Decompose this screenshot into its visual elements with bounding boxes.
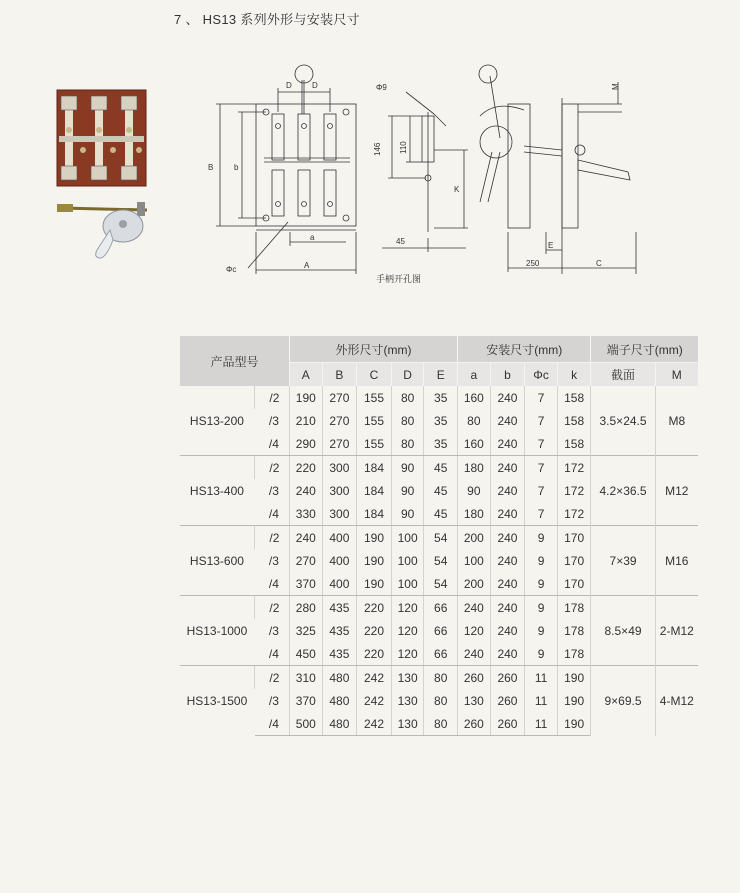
label-b: b: [234, 163, 239, 172]
value-cell: 220: [357, 596, 392, 620]
value-cell: 100: [391, 549, 424, 572]
value-cell: 190: [557, 689, 591, 712]
value-cell: 240: [490, 432, 525, 456]
value-cell: 9: [525, 572, 558, 596]
value-cell: 170: [557, 549, 591, 572]
value-cell: 155: [357, 409, 392, 432]
value-cell: 240: [290, 526, 323, 550]
value-cell: 100: [458, 549, 491, 572]
value-cell: 45: [424, 502, 458, 526]
value-cell: 9: [525, 596, 558, 620]
value-cell: 178: [557, 642, 591, 666]
value-cell: 300: [322, 456, 357, 480]
thread-cell: M16: [655, 526, 698, 596]
value-cell: 130: [458, 689, 491, 712]
thread-cell: M12: [655, 456, 698, 526]
value-cell: 370: [290, 572, 323, 596]
value-cell: 100: [391, 572, 424, 596]
value-cell: 240: [490, 572, 525, 596]
value-cell: 240: [290, 479, 323, 502]
thread-cell: 4-M12: [655, 666, 698, 736]
value-cell: 170: [557, 526, 591, 550]
value-cell: 66: [424, 619, 458, 642]
value-cell: 280: [290, 596, 323, 620]
value-cell: 7: [525, 502, 558, 526]
value-cell: 80: [424, 712, 458, 736]
section-cell: 3.5×24.5: [591, 386, 655, 456]
table-row: [180, 596, 699, 620]
value-cell: 160: [458, 432, 491, 456]
value-cell: 220: [357, 619, 392, 642]
section-cell: 8.5×49: [591, 596, 655, 666]
value-cell: 9: [525, 642, 558, 666]
variant-cell: /2: [255, 456, 290, 480]
value-cell: 330: [290, 502, 323, 526]
value-cell: 240: [458, 642, 491, 666]
value-cell: 80: [391, 432, 424, 456]
label-250: 250: [526, 259, 540, 268]
value-cell: 480: [322, 689, 357, 712]
value-cell: 184: [357, 479, 392, 502]
value-cell: 54: [424, 526, 458, 550]
value-cell: 11: [525, 666, 558, 690]
value-cell: 155: [357, 432, 392, 456]
label-A: A: [304, 261, 310, 270]
value-cell: 80: [391, 386, 424, 409]
variant-cell: /2: [255, 386, 290, 409]
front-base-plate: [256, 104, 356, 226]
value-cell: 210: [290, 409, 323, 432]
value-cell: 400: [322, 572, 357, 596]
value-cell: 260: [490, 666, 525, 690]
value-cell: 260: [490, 712, 525, 736]
value-cell: 7: [525, 386, 558, 409]
value-cell: 120: [391, 619, 424, 642]
value-cell: 184: [357, 502, 392, 526]
switch-photo: [55, 88, 148, 188]
value-cell: 158: [557, 409, 591, 432]
model-cell: HS13-600: [180, 526, 255, 596]
table-row: [180, 526, 699, 550]
value-cell: 7: [525, 409, 558, 432]
value-cell: 220: [357, 642, 392, 666]
label-D2: D: [312, 81, 318, 90]
col-phic: Φc: [525, 363, 558, 387]
value-cell: 310: [290, 666, 323, 690]
value-cell: 190: [557, 666, 591, 690]
variant-cell: /2: [255, 596, 290, 620]
value-cell: 325: [290, 619, 323, 642]
variant-cell: /3: [268, 623, 279, 638]
value-cell: 190: [357, 549, 392, 572]
label-phi9: Φ9: [376, 83, 387, 92]
value-cell: 11: [525, 689, 558, 712]
col-D: D: [391, 363, 424, 387]
table-row: [180, 456, 699, 480]
label-C: C: [596, 259, 602, 268]
spec-table-body: [180, 386, 699, 736]
value-cell: 240: [490, 386, 525, 409]
col-E: E: [424, 363, 458, 387]
value-cell: 240: [490, 596, 525, 620]
value-cell: 158: [557, 386, 591, 409]
value-cell: 172: [557, 479, 591, 502]
value-cell: 480: [322, 712, 357, 736]
value-cell: 370: [290, 689, 323, 712]
value-cell: 80: [424, 666, 458, 690]
value-cell: 300: [322, 479, 357, 502]
value-cell: 240: [490, 479, 525, 502]
value-cell: 178: [557, 596, 591, 620]
header-install: 安装尺寸(mm): [458, 336, 591, 363]
header-model: 产品型号: [180, 336, 290, 386]
value-cell: 90: [391, 479, 424, 502]
label-phic: Φc: [226, 265, 237, 274]
value-cell: 120: [391, 642, 424, 666]
value-cell: 242: [357, 712, 392, 736]
value-cell: 172: [557, 502, 591, 526]
variant-cell: /3: [268, 553, 279, 568]
value-cell: 7: [525, 432, 558, 456]
value-cell: 240: [490, 642, 525, 666]
col-b: b: [490, 363, 525, 387]
value-cell: 240: [490, 409, 525, 432]
value-cell: 35: [424, 409, 458, 432]
value-cell: 45: [424, 456, 458, 480]
value-cell: 290: [290, 432, 323, 456]
variant-cell: /4: [255, 432, 290, 456]
col-m: M: [655, 363, 698, 387]
variant-cell: /3: [268, 693, 279, 708]
thread-cell: M8: [655, 386, 698, 456]
label-E: E: [548, 241, 554, 250]
value-cell: 9: [525, 526, 558, 550]
value-cell: 180: [458, 456, 491, 480]
section-cell: 4.2×36.5: [591, 456, 655, 526]
value-cell: 7: [525, 479, 558, 502]
value-cell: 54: [424, 572, 458, 596]
value-cell: 270: [322, 432, 357, 456]
spec-table: [179, 336, 698, 736]
value-cell: 100: [391, 526, 424, 550]
value-cell: 270: [322, 409, 357, 432]
value-cell: 172: [557, 456, 591, 480]
value-cell: 400: [322, 549, 357, 572]
value-cell: 260: [490, 689, 525, 712]
variant-cell: /4: [255, 502, 290, 526]
value-cell: 66: [424, 642, 458, 666]
value-cell: 35: [424, 432, 458, 456]
label-B: B: [208, 163, 214, 172]
value-cell: 130: [391, 689, 424, 712]
section-title: 7 、 HS13 系列外形与安装尺寸: [174, 12, 360, 27]
value-cell: 240: [490, 456, 525, 480]
value-cell: 9: [525, 619, 558, 642]
value-cell: 240: [458, 596, 491, 620]
label-45: 45: [396, 237, 405, 246]
variant-cell: /4: [255, 712, 290, 736]
value-cell: 90: [458, 479, 491, 502]
value-cell: 270: [322, 386, 357, 409]
label-110: 110: [399, 141, 408, 154]
value-cell: 200: [458, 572, 491, 596]
variant-cell: /3: [268, 483, 279, 498]
value-cell: 7: [525, 456, 558, 480]
variant-cell: /3: [268, 413, 279, 428]
value-cell: 130: [391, 666, 424, 690]
thread-cell: 2-M12: [655, 596, 698, 666]
value-cell: 45: [424, 479, 458, 502]
value-cell: 80: [424, 689, 458, 712]
value-cell: 500: [290, 712, 323, 736]
value-cell: 450: [290, 642, 323, 666]
model-cell: HS13-1500: [180, 666, 255, 736]
value-cell: 158: [557, 432, 591, 456]
value-cell: 240: [490, 619, 525, 642]
value-cell: 435: [322, 642, 357, 666]
value-cell: 435: [322, 596, 357, 620]
value-cell: 242: [357, 689, 392, 712]
dimension-drawing: [200, 52, 650, 287]
variant-cell: /2: [255, 526, 290, 550]
model-cell: HS13-400: [180, 456, 255, 526]
header-terminal: 端子尺寸(mm): [591, 336, 698, 363]
value-cell: 480: [322, 666, 357, 690]
value-cell: 120: [391, 596, 424, 620]
value-cell: 190: [357, 526, 392, 550]
drawing-caption: 手柄开孔图: [376, 274, 422, 284]
table-row: [180, 666, 699, 690]
value-cell: 300: [322, 502, 357, 526]
value-cell: 178: [557, 619, 591, 642]
header-outline: 外形尺寸(mm): [290, 336, 458, 363]
value-cell: 400: [322, 526, 357, 550]
value-cell: 190: [290, 386, 323, 409]
col-C: C: [357, 363, 392, 387]
value-cell: 35: [424, 386, 458, 409]
handle-photo: [55, 196, 155, 266]
model-cell: HS13-200: [189, 413, 244, 428]
section-cell: 7×39: [591, 526, 655, 596]
model-cell: HS13-1000: [180, 596, 255, 666]
value-cell: 130: [391, 712, 424, 736]
value-cell: 170: [557, 572, 591, 596]
label-K: K: [454, 185, 460, 194]
value-cell: 9: [525, 549, 558, 572]
label-a: a: [310, 233, 315, 242]
value-cell: 90: [391, 456, 424, 480]
variant-cell: /2: [255, 666, 290, 690]
value-cell: 240: [490, 502, 525, 526]
variant-cell: /4: [255, 642, 290, 666]
value-cell: 160: [458, 386, 491, 409]
col-A: A: [290, 363, 323, 387]
col-B: B: [322, 363, 357, 387]
value-cell: 66: [424, 596, 458, 620]
table-row: [180, 386, 699, 409]
label-D: D: [286, 81, 292, 90]
value-cell: 240: [490, 549, 525, 572]
value-cell: 200: [458, 526, 491, 550]
value-cell: 180: [458, 502, 491, 526]
value-cell: 80: [458, 409, 491, 432]
value-cell: 190: [357, 572, 392, 596]
col-k: k: [557, 363, 591, 387]
value-cell: 260: [458, 712, 491, 736]
label-146: 146: [373, 142, 382, 156]
value-cell: 260: [458, 666, 491, 690]
value-cell: 80: [391, 409, 424, 432]
value-cell: 435: [322, 619, 357, 642]
value-cell: 242: [357, 666, 392, 690]
col-section: 截面: [591, 363, 655, 387]
col-a: a: [458, 363, 491, 387]
value-cell: 270: [290, 549, 323, 572]
value-cell: 11: [525, 712, 558, 736]
label-M: M: [611, 83, 620, 90]
value-cell: 190: [557, 712, 591, 736]
value-cell: 240: [490, 526, 525, 550]
value-cell: 90: [391, 502, 424, 526]
value-cell: 220: [290, 456, 323, 480]
value-cell: 120: [458, 619, 491, 642]
variant-cell: /4: [255, 572, 290, 596]
value-cell: 155: [357, 386, 392, 409]
value-cell: 184: [357, 456, 392, 480]
section-cell: 9×69.5: [591, 666, 655, 736]
value-cell: 54: [424, 549, 458, 572]
